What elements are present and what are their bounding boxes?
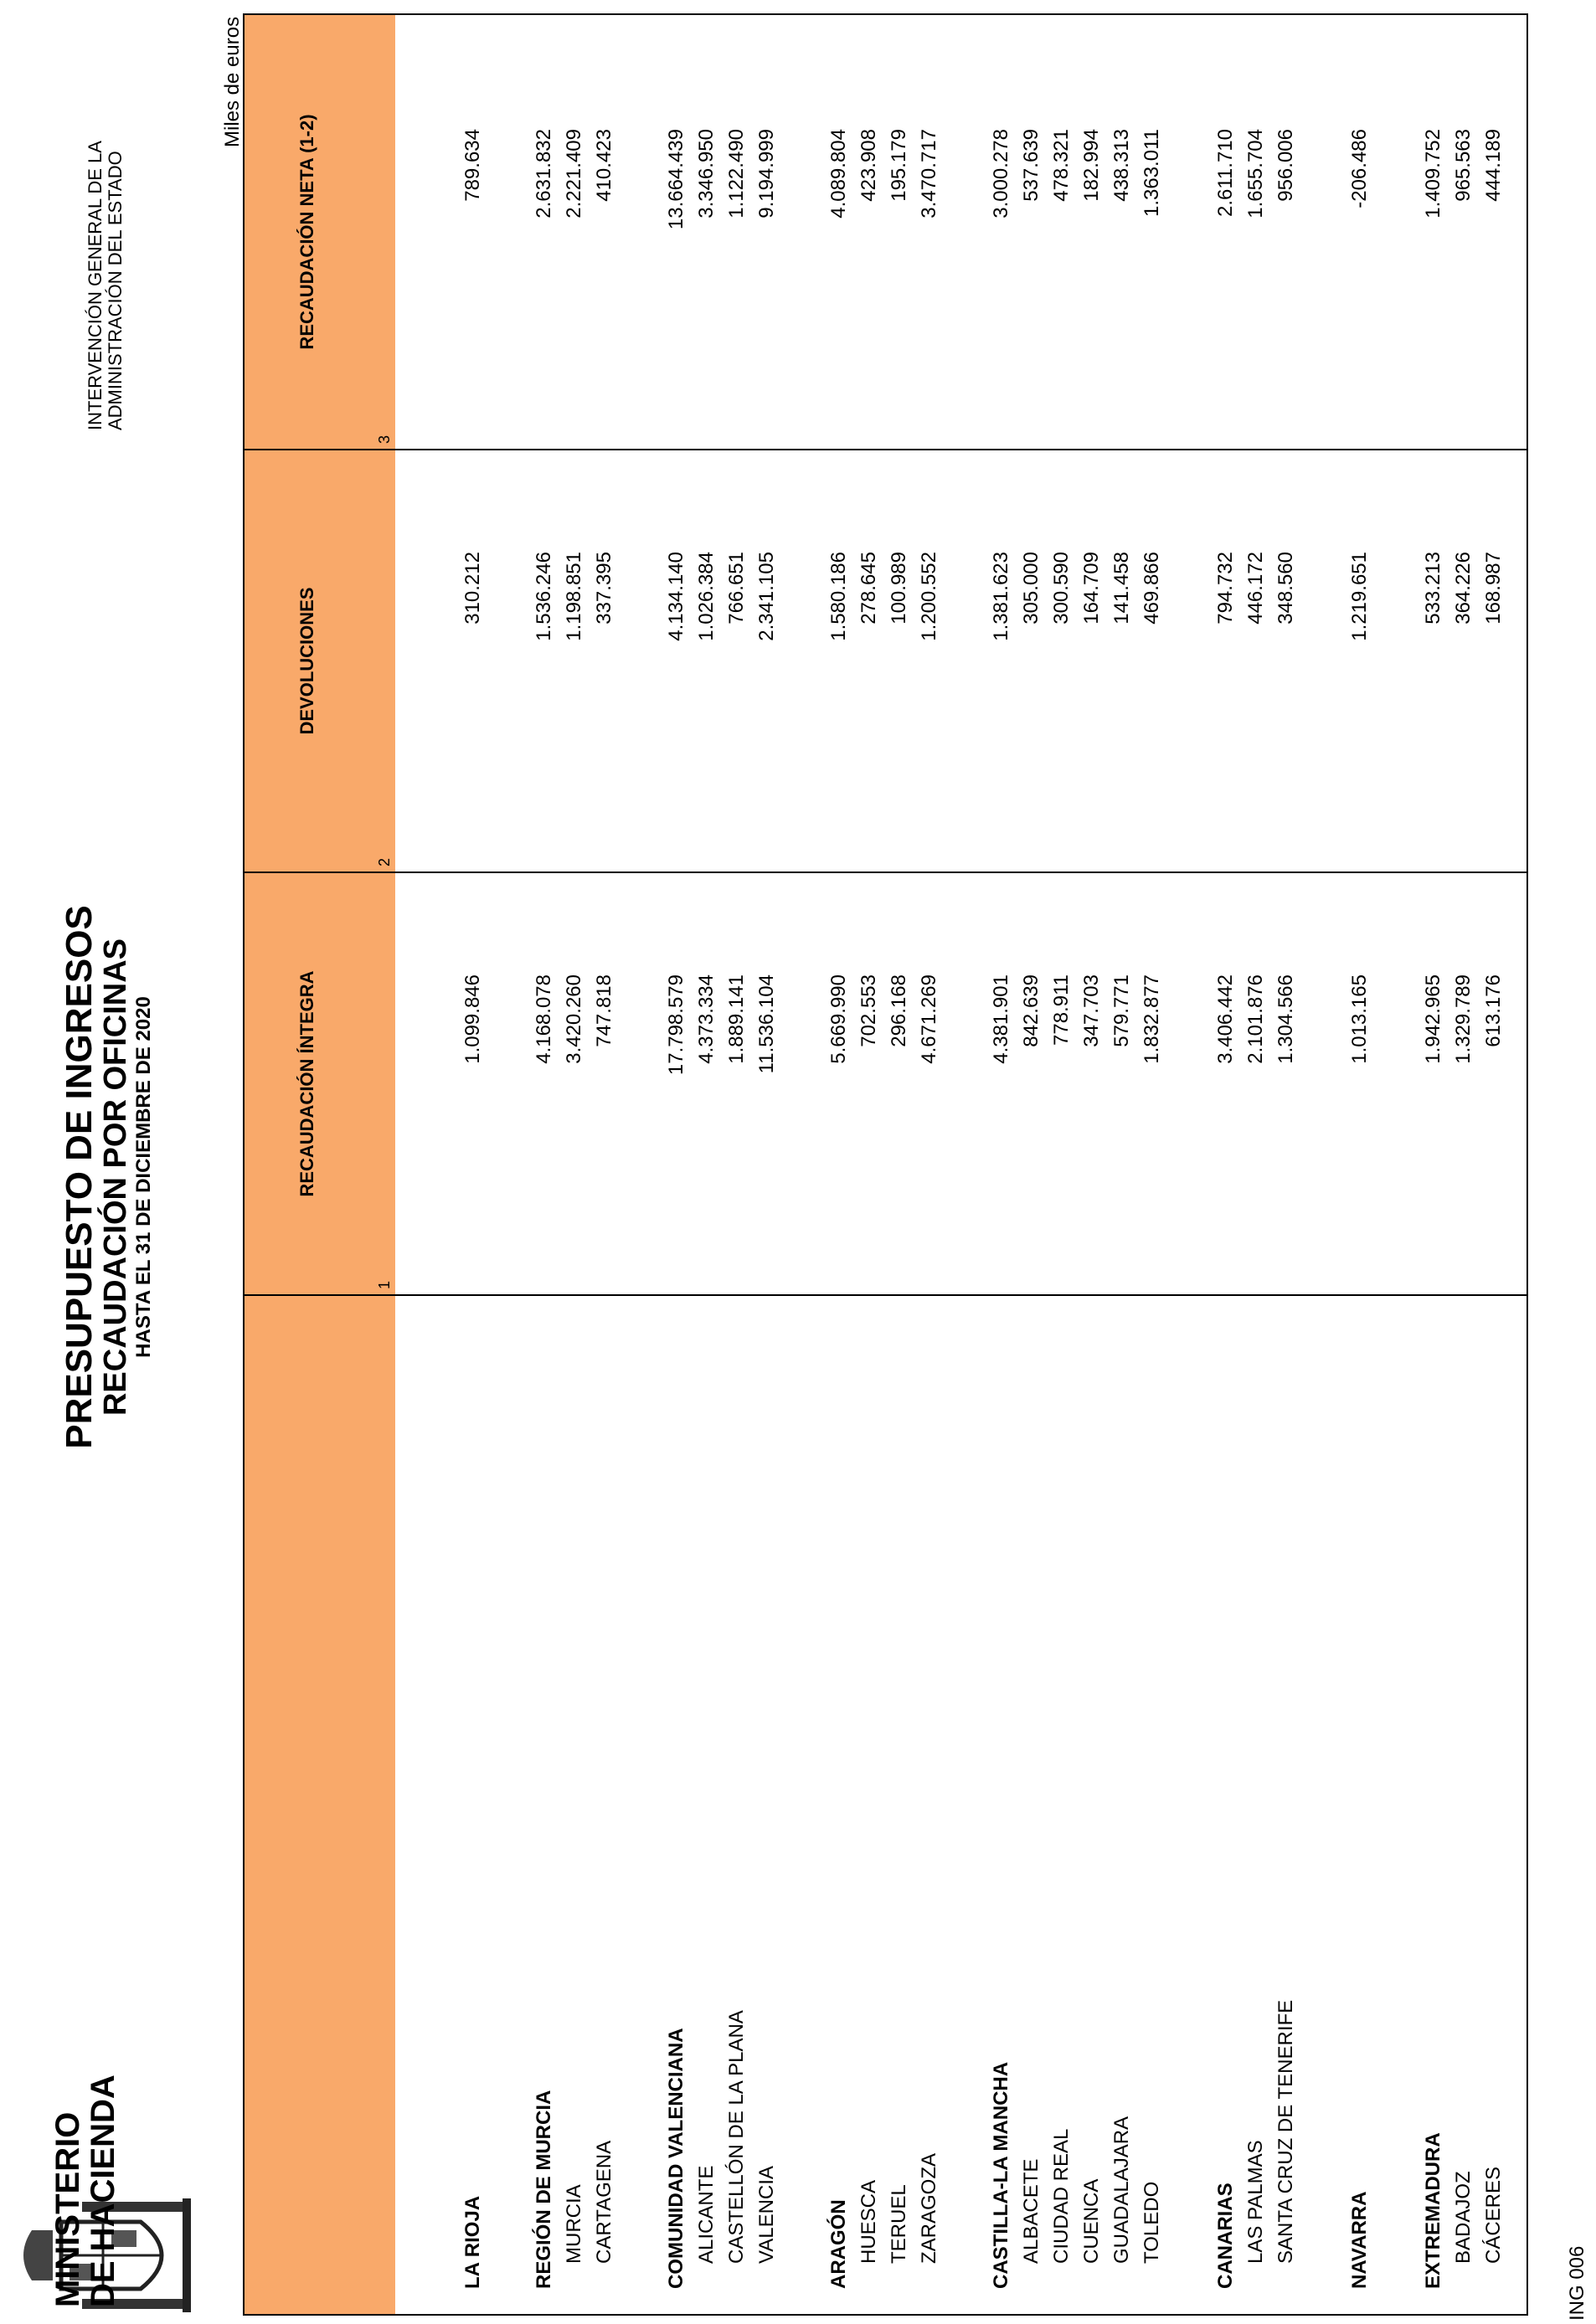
office-name-cell: SANTA CRUZ DE TENERIFE [1274,1999,1297,2264]
value-neta: 2.221.409 [563,129,585,219]
office-name-cell: CUENCA [1080,2178,1103,2264]
document-code: ING 006 [1566,2245,1588,2321]
column-label: RECAUDACIÓN ÍNTEGRA [296,970,317,1197]
office-name-cell: ALBACETE [1020,2158,1043,2264]
value-integra: 5.669.990 [827,974,850,1064]
value-neta: 789.634 [461,129,484,202]
value-integra: 3.420.260 [563,974,585,1064]
region-name: CASTILLA-LA MANCHA [990,2061,1012,2289]
value-integra: 1.099.846 [461,974,484,1064]
region-name: EXTREMADURA [1422,2132,1444,2289]
value-neta: 3.346.950 [695,129,718,219]
page-subtitle: RECAUDACIÓN POR OFICINAS [98,938,133,1417]
data-table [243,13,1528,2316]
value-devoluciones: 348.560 [1274,552,1297,625]
value-integra: 17.798.579 [665,974,687,1076]
value-devoluciones: 1.026.384 [695,552,718,641]
value-devoluciones: 1.381.623 [990,552,1012,641]
value-devoluciones: 1.200.552 [918,552,940,641]
value-devoluciones: 469.866 [1140,552,1163,625]
column-number: 2 [376,857,393,866]
value-integra: 4.381.901 [990,974,1012,1064]
office-name-cell: VALENCIA [755,2166,778,2264]
office-name-cell: CASTELLÓN DE LA PLANA [725,2010,748,2264]
value-devoluciones: 446.172 [1244,552,1267,625]
ministry-line-1: MINISTERIO [49,2111,86,2307]
value-integra: 296.168 [888,974,910,1047]
ministry-name [50,2075,121,2307]
column-number: 3 [376,434,393,444]
value-devoluciones: 1.580.186 [827,552,850,641]
value-integra: 613.176 [1482,974,1505,1047]
value-neta: 423.908 [857,129,880,202]
value-devoluciones: 300.590 [1050,552,1073,625]
value-neta: 537.639 [1020,129,1043,202]
value-integra: 1.942.965 [1422,974,1444,1064]
value-neta: 1.363.011 [1140,129,1163,217]
value-neta: 965.563 [1452,129,1475,202]
value-integra: 2.101.876 [1244,974,1267,1064]
column-divider [395,1294,1526,1296]
region-name: LA RIOJA [461,2195,484,2289]
value-neta: 195.179 [888,129,910,202]
column-divider [395,872,1526,873]
column-label: RECAUDACIÓN NETA (1-2) [296,114,317,350]
value-neta: 2.611.710 [1214,129,1237,217]
value-neta: -206.486 [1348,129,1371,208]
value-neta: 1.122.490 [725,129,748,219]
value-integra: 4.671.269 [918,974,940,1064]
office-name-cell: LAS PALMAS [1244,2140,1267,2264]
value-devoluciones: 766.651 [725,552,748,625]
office-name [85,45,126,430]
office-name-cell: ALICANTE [695,2165,718,2264]
value-devoluciones: 1.219.651 [1348,552,1371,641]
value-devoluciones: 164.709 [1080,552,1103,625]
value-integra: 4.168.078 [533,974,555,1064]
ministry-line-2: DE HACIENDA [85,2075,121,2307]
column-header-integra [245,872,395,1294]
value-neta: 3.000.278 [990,129,1012,219]
office-name-cell: TOLEDO [1140,2181,1163,2264]
column-number: 1 [376,1280,393,1289]
unit-label: Miles de euros [221,16,244,147]
value-integra: 3.406.442 [1214,974,1237,1064]
value-neta: 1.655.704 [1244,129,1267,219]
value-devoluciones: 1.198.851 [563,552,585,641]
value-integra: 4.373.334 [695,974,718,1064]
value-devoluciones: 1.536.246 [533,552,555,641]
office-name-cell: GUADALAJARA [1110,2116,1133,2264]
region-name: COMUNIDAD VALENCIANA [665,2028,687,2289]
office-line-1: INTERVENCIÓN GENERAL DE LA [85,141,106,430]
value-neta: 3.470.717 [918,129,940,219]
value-integra: 1.832.877 [1140,974,1163,1064]
value-neta: 1.409.752 [1422,129,1444,219]
page-title: PRESUPUESTO DE INGRESOS [59,905,100,1449]
column-label: DEVOLUCIONES [296,587,317,735]
value-neta: 438.313 [1110,129,1133,202]
value-devoluciones: 4.134.140 [665,552,687,641]
region-name: NAVARRA [1348,2191,1371,2289]
title-block [60,834,156,1520]
office-name-cell: HUESCA [857,2179,880,2264]
value-integra: 702.553 [857,974,880,1047]
value-devoluciones: 533.213 [1422,552,1444,625]
value-neta: 4.089.804 [827,129,850,219]
value-integra: 1.304.566 [1274,974,1297,1064]
value-neta: 410.423 [593,129,615,202]
office-name-cell: CIUDAD REAL [1050,2128,1073,2264]
header-name-column [245,1294,395,2314]
value-devoluciones: 794.732 [1214,552,1237,625]
office-name-cell: CARTAGENA [593,2140,615,2264]
value-devoluciones: 141.458 [1110,552,1133,625]
office-line-2: ADMINISTRACIÓN DEL ESTADO [105,151,126,430]
value-integra: 1.329.789 [1452,974,1475,1064]
value-neta: 478.321 [1050,129,1073,202]
office-name-cell: BADAJOZ [1452,2171,1475,2264]
value-integra: 747.818 [593,974,615,1047]
value-devoluciones: 364.226 [1452,552,1475,625]
date-line: HASTA EL 31 DE DICIEMBRE DE 2020 [132,996,155,1358]
office-name-cell: ZARAGOZA [918,2152,940,2264]
value-devoluciones: 100.989 [888,552,910,625]
office-name-cell: MURCIA [563,2184,585,2264]
region-name: ARAGÓN [827,2199,850,2289]
office-name-cell: CÁCERES [1482,2166,1505,2264]
region-name: REGIÓN DE MURCIA [533,2090,555,2289]
value-devoluciones: 168.987 [1482,552,1505,625]
value-devoluciones: 310.212 [461,552,484,625]
column-header-devoluciones [245,449,395,872]
office-name-cell: TERUEL [888,2184,910,2264]
value-neta: 182.994 [1080,129,1103,202]
value-devoluciones: 305.000 [1020,552,1043,625]
value-devoluciones: 337.395 [593,552,615,625]
value-integra: 778.911 [1050,974,1073,1046]
column-divider [395,449,1526,450]
value-integra: 11.536.104 [755,974,778,1074]
value-integra: 579.771 [1110,974,1133,1047]
value-integra: 1.889.141 [725,974,748,1064]
value-neta: 9.194.999 [755,129,778,219]
value-integra: 347.703 [1080,974,1103,1047]
value-neta: 956.006 [1274,129,1297,202]
region-name: CANARIAS [1214,2183,1237,2289]
value-neta: 2.631.832 [533,129,555,219]
value-neta: 13.664.439 [665,129,687,230]
value-neta: 444.189 [1482,129,1505,202]
value-integra: 1.013.165 [1348,974,1371,1064]
value-integra: 842.639 [1020,974,1043,1047]
value-devoluciones: 278.645 [857,552,880,625]
column-header-neta [245,15,395,449]
value-devoluciones: 2.341.105 [755,552,778,641]
